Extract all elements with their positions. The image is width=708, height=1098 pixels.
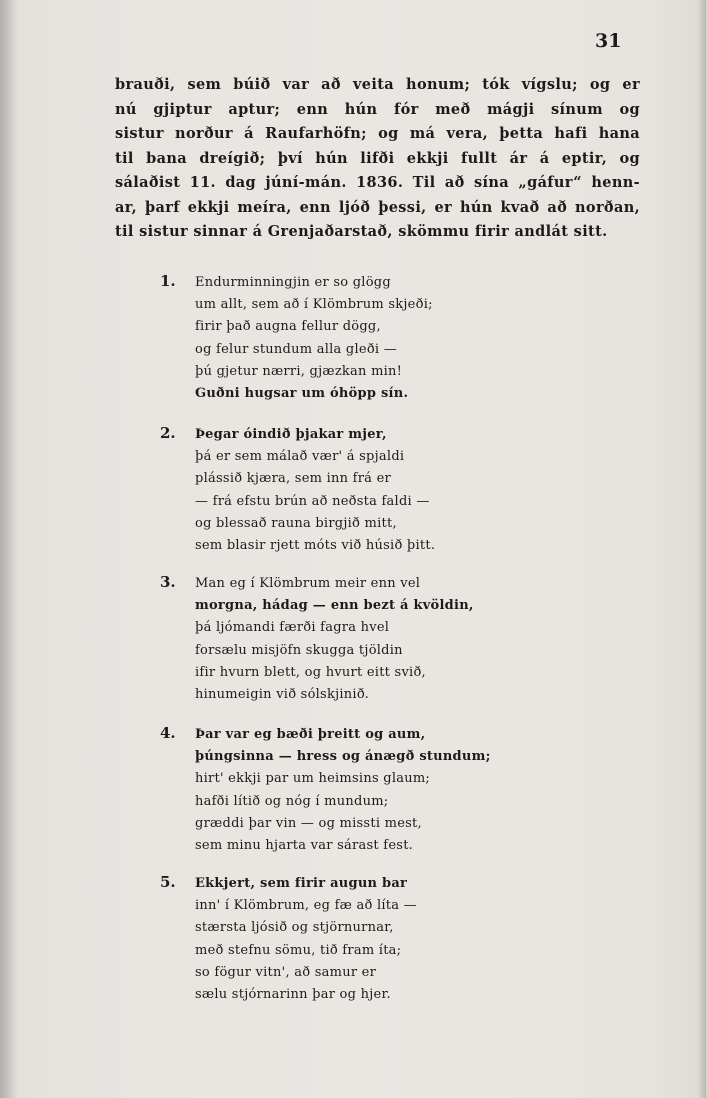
verse-line: hinumeigin við sólskjinið.: [195, 687, 370, 703]
verse-line: Guðni hugsar um óhöpp sín.: [195, 386, 409, 402]
verse-line: þú gjetur nærri, gjæzkan min!: [195, 363, 403, 379]
stanza-number: 4.: [160, 724, 176, 742]
verse-line: með stefnu sömu, tið fram íta;: [195, 942, 402, 958]
verse-line: sem minu hjarta var sárast fest.: [195, 838, 414, 854]
stanza-number: 1.: [160, 272, 176, 290]
binding-shadow: [0, 0, 18, 1098]
verse-line: Endurminningjin er so glögg: [195, 275, 391, 290]
verse-line: stærsta ljósið og stjörnurnar,: [195, 920, 394, 936]
stanza-number: 5.: [160, 873, 176, 891]
page-edge-shadow: [698, 0, 706, 1098]
prose-line: sálaðist 11. dag júní-mán. 1836. Til að sína „gáfur“ henn-: [115, 174, 640, 191]
verse-lines: [195, 424, 555, 557]
prose-line: sistur norður á Raufarhöfn; og má vera, þetta hafi hana: [115, 125, 640, 142]
verse-line: hafði lítið og nóg í mundum;: [195, 793, 389, 809]
verse-lines: [195, 724, 555, 857]
verse-line: og felur stundum alla gleði —: [195, 341, 397, 357]
verse-lines: [195, 272, 555, 405]
stanza-number: 3.: [160, 573, 176, 591]
verse-line: þúngsinna — hress og ánægð stundum;: [195, 749, 491, 765]
verse-line: hirt' ekkji par um heimsins glaum;: [195, 771, 431, 787]
verse-line: inn' í Klömbrum, eg fæ að líta —: [195, 898, 417, 914]
verse-line: ifir hvurn blett, og hvurt eitt svið,: [195, 664, 426, 680]
verse-line: Ekkjert, sem firir augun bar: [195, 876, 408, 891]
prose-line: ar, þarf ekkji meíra, enn ljóð þessi, er hún kvað að norðan,: [115, 198, 640, 216]
verse-line: Man eg í Klömbrum meir enn vel: [195, 576, 421, 591]
verse-line: so fögur vitn', að samur er: [195, 964, 377, 980]
verse-line: plássið kjæra, sem inn frá er: [195, 471, 391, 487]
verse-line: þá ljómandi færði fagra hvel: [195, 620, 390, 636]
stanza-number: 2.: [160, 424, 176, 442]
prose-line: brauði, sem búið var að veita honum; tók vígslu; og er: [115, 76, 640, 93]
prose-paragraph: [115, 73, 640, 245]
verse-line: morgna, hádag — enn bezt á kvöldin,: [195, 598, 474, 614]
verse-line: sælu stjórnarinn þar og hjer.: [195, 987, 391, 1003]
verse-line: Þegar óindið þjakar mjer,: [195, 427, 387, 442]
verse-line: um allt, sem að í Klömbrum skjeði;: [195, 297, 433, 313]
prose-line: nú gjiptur aptur; enn hún fór með mágji sínum og: [115, 100, 640, 118]
verse-line: græddi þar vin — og missti mest,: [195, 815, 422, 831]
verse-line: þá er sem málað vær' á spjaldi: [195, 449, 405, 465]
verse-line: forsælu misjöfn skugga tjöldin: [195, 642, 403, 658]
verse-lines: [195, 873, 555, 1006]
verse-line: firir það augna fellur dögg,: [195, 319, 381, 335]
verse-line: sem blasir rjett móts við húsið þitt.: [195, 538, 436, 554]
prose-line: til bana dreígið; því hún lifði ekkji fullt ár á eptir, og: [115, 149, 640, 167]
verse-line: Þar var eg bæði þreitt og aum,: [195, 727, 426, 742]
verse-line: og blessað rauna birgjið mitt,: [195, 515, 397, 531]
verse-lines: [195, 573, 555, 706]
verse-line: — frá efstu brún að neðsta faldi —: [195, 493, 430, 509]
prose-line: til sistur sinnar á Grenjaðarstað, skömmu firir andlát sitt.: [115, 223, 608, 240]
page-number: 31: [595, 30, 622, 52]
